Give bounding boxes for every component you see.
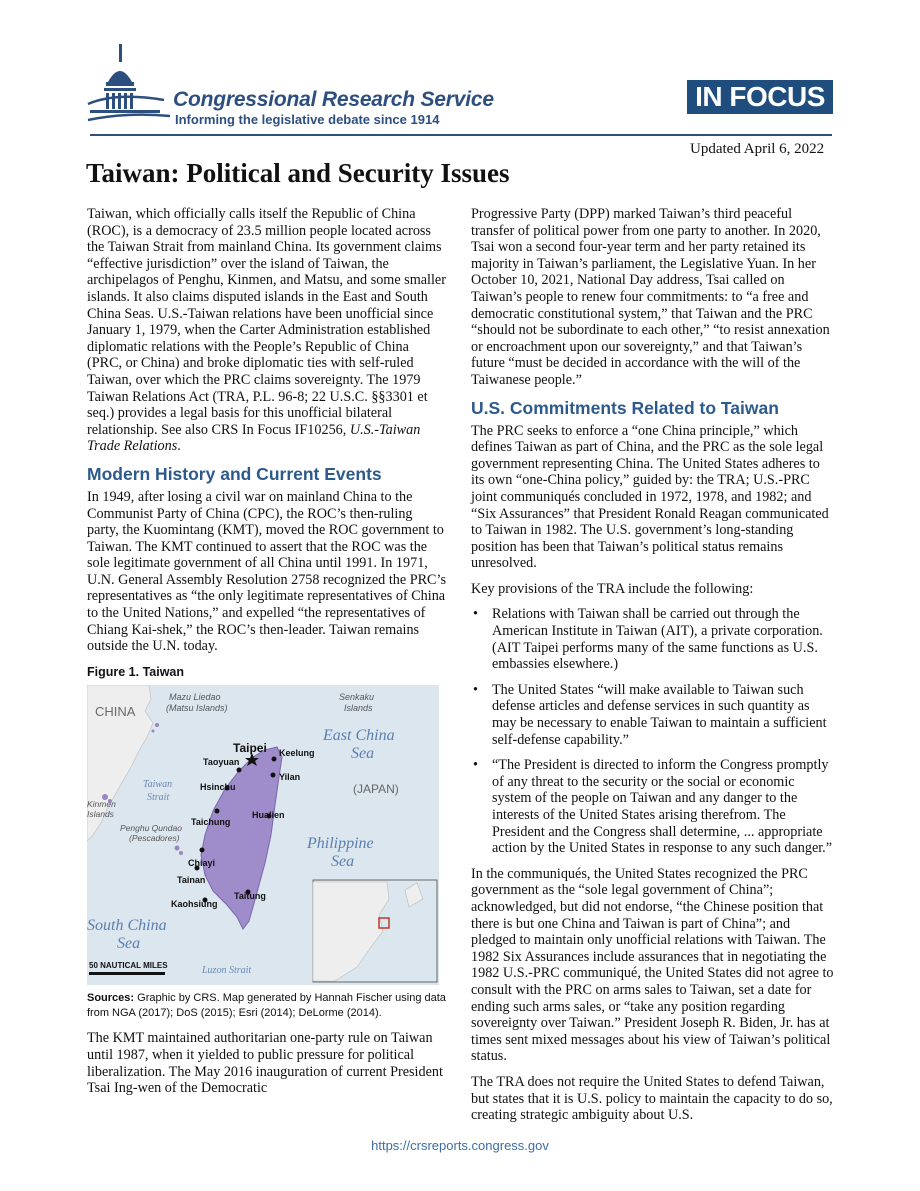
communiques-paragraph: In the communiqués, the United States recognized the PRC government as the “sole legal government of China”; acknowledged, but did not endorse, “the Chinese position that there is but one China and Taiwan is part of China”; and pledged to maintain only unofficial relations with Taiwan. The 1982 Six Assurances include assurances that in negotiating the 1982 U.S.-PRC communiqué, the United States did not agree to consult with the PRC on arms sales to Taiwan, set a date for ending such arms sales, or “take any position regarding sovereignty over Taiwan.” President Joseph R. Biden, Jr. has at times sent mixed messages about his view of Taiwan’s political status.: [471, 865, 834, 1065]
svg-text:Taitung: Taitung: [234, 891, 266, 902]
section-heading-history: Modern History and Current Events: [87, 463, 382, 484]
svg-text:Hsinchu: Hsinchu: [200, 782, 236, 793]
label-south-china-sea: South China: [87, 917, 167, 935]
scale-bar: [89, 972, 165, 975]
svg-text:Chiayi: Chiayi: [188, 858, 216, 869]
org-tagline: Informing the legislative debate since 1914: [175, 112, 440, 127]
svg-text:Tainan: Tainan: [177, 875, 206, 886]
label-east-china-sea: East China: [323, 727, 395, 745]
page-title: Taiwan: Political and Security Issues: [86, 158, 510, 188]
key-provisions-intro: Key provisions of the TRA include the following:: [471, 580, 754, 597]
label-mazu: Mazu Liedao: [169, 692, 221, 703]
tra-defense-paragraph: The TRA does not require the United States to defend Taiwan, but states that it is U.S. policy to maintain the capacity to do so, creating strategic ambiguity about U.S.: [471, 1073, 833, 1124]
figure-caption: Figure 1. Taiwan: [87, 664, 185, 679]
label-penghu: Penghu Qundao: [120, 823, 182, 834]
svg-text:Islands: Islands: [87, 809, 114, 820]
header-divider: [90, 134, 832, 136]
bullet-icon: •: [473, 606, 478, 623]
list-item: • Relations with Taiwan shall be carried out through the American Institute in Taiwan (AIT), a private corporation. (AIT Taipei performs many of the same functions as U.S. embassies elsewhere.): [473, 606, 823, 673]
svg-text:Strait: Strait: [147, 792, 170, 804]
in-focus-badge: IN FOCUS: [687, 80, 833, 114]
right-column: [471, 206, 835, 1133]
bullet-icon: •: [473, 757, 478, 774]
history-paragraph: In 1949, after losing a civil war on mainland China to the Communist Party of China (CPC), the ROC’s then-ruling party, the Kuomintang (KMT), moved the ROC government to Taiwan. The KMT continued to assert that the ROC was the sole legitimate government of all China until 1991. In 1971, U.N. General Assembly Resolution 2758 recognized the PRC’s representatives as “the only legitimate representatives of China to the United Nations,” and expelled “the representatives of Chiang Kai-shek,” the ROC’s then-leader. Taiwan remains outside the U.N. today.: [87, 488, 446, 655]
org-name: Congressional Research Service: [173, 88, 494, 111]
left-column: [87, 206, 447, 1106]
locator-inset: [313, 880, 437, 982]
svg-text:Kaohsiung: Kaohsiung: [171, 899, 218, 910]
kmt-paragraph: The KMT maintained authoritarian one-party rule on Taiwan until 1987, when it yielded to public pressure for political liberalization. The May 2016 inauguration of current President Tsai Ing-wen of the Democratic: [87, 1030, 443, 1097]
svg-text:Taoyuan: Taoyuan: [203, 757, 240, 768]
svg-text:Sea: Sea: [331, 853, 355, 871]
label-kinmen: Kinmen: [87, 799, 116, 810]
footer-url[interactable]: https://crsreports.congress.gov: [371, 1138, 549, 1153]
section-heading-us-commitments: U.S. Commitments Related to Taiwan: [471, 397, 779, 418]
scale-bar-label: 50 NAUTICAL MILES: [89, 961, 168, 971]
taiwan-map: [87, 685, 439, 985]
figure-sources: Sources: Graphic by CRS. Map generated by Hannah Fischer using data from NGA (2017); DoS (2015); Esri (2014); DeLorme (2014).: [87, 992, 446, 1020]
dpp-paragraph: Progressive Party (DPP) marked Taiwan’s third peaceful transfer of political power from one party to another. In 2020, Tsai won a second four-year term and her party retained its majority in Taiwan’s parliament, the Legislative Yuan. In her October 10, 2021, National Day address, Tsai called on Taiwan’s people to renew four commitments: to “a free and democratic constitutional system,” that Taiwan and the PRC “should not be subordinate to each other,” “to resist annexation or encroachment upon our sovereignty,” and that Taiwan’s future “must be decided in accordance with the will of the Taiwanese people.”: [471, 206, 830, 388]
bullet-icon: •: [473, 681, 478, 698]
label-philippine-sea: Philippine: [307, 835, 374, 853]
label-taiwan-strait: Taiwan: [143, 779, 173, 791]
one-china-paragraph: The PRC seeks to enforce a “one China principle,” which defines Taiwan as part of China, and the PRC as the sole legal government representing China. The United States adheres to its own “one-China policy,” guided by: the TRA; U.S.-PRC joint communiqués concluded in 1972, 1978, and 1982; and “Six Assurances” that President Ronald Reagan communicated to Taiwan in 1982. The U.S. government’s long-standing position has been that Taiwan’s political status remains unresolved.: [471, 422, 829, 572]
label-japan: (JAPAN): [353, 782, 399, 797]
penghu-islands: [175, 846, 180, 851]
list-item: • The United States “will make available to Taiwan such defense articles and defense services in such quantity as may be necessary to enable Taiwan to maintain a sufficient self-defense capability.”: [473, 681, 827, 748]
svg-text:Hualien: Hualien: [252, 810, 285, 821]
list-item: • “The President is directed to inform the Congress promptly of any threat to the security or the social or economic system of the people on Taiwan and any danger to the interests of the United States arising therefrom. The President and the Congress shall determine, ... appropriate action by the United States in response to any such danger.”: [473, 757, 833, 857]
label-taipei: Taipei: [233, 741, 267, 756]
svg-text:Yilan: Yilan: [279, 772, 301, 783]
svg-text:Sea: Sea: [351, 745, 375, 763]
crs-capitol-logo: [86, 42, 170, 126]
label-senkaku: Senkaku: [339, 692, 375, 703]
svg-text:Sea: Sea: [117, 935, 141, 953]
updated-date: Updated April 6, 2022: [690, 141, 825, 157]
svg-text:Keelung: Keelung: [279, 748, 315, 759]
svg-text:(Pescadores): (Pescadores): [129, 833, 180, 844]
intro-paragraph: Taiwan, which officially calls itself the Republic of China (ROC), is a democracy of 23.5 million people located across the Taiwan Strait from mainland China. Its government claims “effective jurisdiction” over the island of Taiwan, the archipelagos of Penghu, Kinmen, and Matsu, and some smaller islands. It also claims disputed islands in the East and South China Seas. U.S.-Taiwan relations have been unofficial since January 1, 1979, when the Carter Administration established diplomatic relations with the People’s Republic of China (PRC, or China) and broke diplomatic ties with self-ruled Taiwan, over which the PRC claims sovereignty. The 1979 Taiwan Relations Act (TRA, P.L. 96-8; 22 U.S.C. §§3301 et seq.) provides a legal basis for this unofficial bilateral relationship. See also CRS In Focus IF10256, U.S.-Taiwan Trade Relations.: [87, 206, 446, 455]
svg-text:(Matsu Islands): (Matsu Islands): [166, 703, 228, 714]
tra-provisions-list: [471, 606, 835, 856]
label-luzon-strait: Luzon Strait: [202, 965, 252, 977]
label-china: CHINA: [95, 704, 136, 720]
svg-text:Islands: Islands: [344, 703, 373, 714]
svg-text:Taichung: Taichung: [191, 817, 231, 828]
intro-reference: U.S.-Taiwan Trade Relations: [87, 421, 421, 455]
